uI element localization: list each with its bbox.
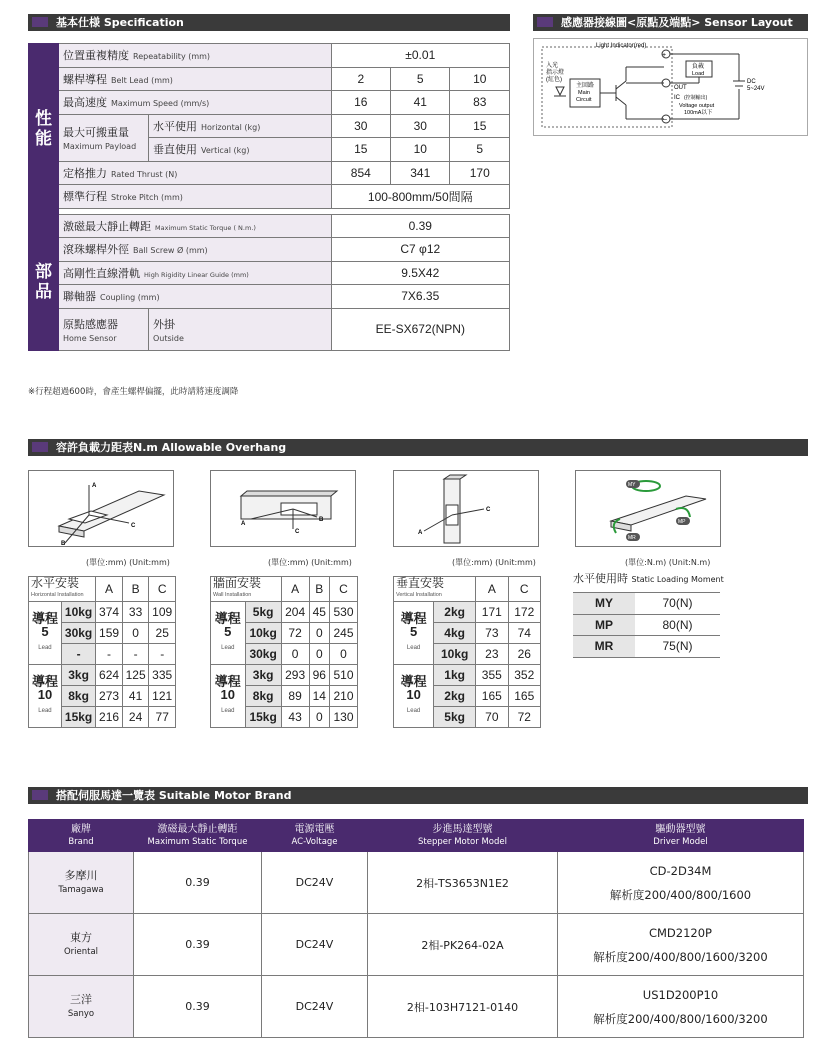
col-driver: 驅動器型號 Driver Model xyxy=(558,820,804,852)
out-label: OUT xyxy=(674,85,687,91)
horizontal-title: 水平安裝 Horizontal Installation xyxy=(29,577,96,602)
unit-vertical: (單位:mm) (Unit:mm) xyxy=(452,558,536,567)
stroke-label: 標準行程 Stroke Pitch (mm) xyxy=(59,185,332,209)
lead-v1: 2 xyxy=(331,67,390,91)
screw-value: C7 φ12 xyxy=(331,238,509,262)
lead-v3: 10 xyxy=(450,67,510,91)
svg-text:C: C xyxy=(295,529,300,535)
ic-note: (控制輸出) xyxy=(684,95,708,101)
horizontal-table: 水平安裝 Horizontal Installation A B C 導程 5 Lead 10kg 374 33 109 30kg 159 0 25 - - - - 導程 10 Lead 3kg 624 125 335 8kg 273 41 121 15kg 216 24 77 xyxy=(28,576,176,728)
plus-sign: + xyxy=(662,52,667,59)
torque-label: 激磁最大靜止轉距 Maximum Static Torque ( N.m.) xyxy=(59,214,332,238)
overhang-header: 容許負載力距表N.m Allowable Overhang xyxy=(28,439,808,456)
table-row: 多摩川 Tamagawa 0.39 DC24V 2相-TS3653N1E2 CD-2D34M 解析度200/400/800/1600 xyxy=(29,852,804,914)
vertical-table: 垂直安裝 Vertical Installation A C 導程 5 Lead 2kg 171 172 4kg 73 74 10kg 23 26 導程 10 Lead 1kg 355 352 2kg 165 165 5kg 70 72 xyxy=(393,576,541,728)
dc-label: DC xyxy=(747,79,756,85)
table-row: 三洋 Sanyo 0.39 DC24V 2相-103H7121-0140 US1D200P10 解析度200/400/800/1600/3200 xyxy=(29,976,804,1038)
repeat-label: 位置重複精度 Repeatability (mm) xyxy=(59,44,332,68)
load-zh: 負載 xyxy=(692,64,705,70)
svg-text:C: C xyxy=(131,523,136,529)
load-en: Load xyxy=(692,71,705,77)
speed-v1: 16 xyxy=(331,91,390,115)
col-voltage: 電源電壓 AC-Voltage xyxy=(262,820,368,852)
wall-lead10-label: 導程 10 Lead xyxy=(211,665,246,728)
thrust-v1: 854 xyxy=(331,161,390,185)
motor-table xyxy=(28,819,804,1038)
col-torque: 激磁最大靜止轉距 Maximum Static Torque xyxy=(134,820,262,852)
col-brand: 廠牌 Brand xyxy=(29,820,134,852)
home-outside: 外掛 Outside xyxy=(149,308,332,350)
dc-voltage: 5~24V xyxy=(747,86,765,92)
spec-header: 基本仕様 Specification xyxy=(28,14,510,31)
lead5-label: 導程 5 Lead xyxy=(29,602,62,665)
red-label: (紅色) xyxy=(546,77,562,83)
wall-lead5-label: 導程 5 Lead xyxy=(211,602,246,665)
unit-horizontal: (單位:mm) (Unit:mm) xyxy=(86,558,170,567)
svg-text:A: A xyxy=(418,530,423,536)
thrust-v2: 341 xyxy=(391,161,450,185)
stroke-value: 100-800mm/50間隔 xyxy=(331,185,509,209)
sensor-diagram xyxy=(533,38,808,136)
home-value: EE-SX672(NPN) xyxy=(331,308,509,350)
svg-text:A: A xyxy=(241,521,246,527)
torque-value: 0.39 xyxy=(331,214,509,238)
horiz-v1: 30 xyxy=(331,114,390,138)
vert-v3: 5 xyxy=(450,138,510,162)
indicator-label: 指示燈 xyxy=(546,70,565,76)
input-label: 入光 xyxy=(546,63,559,69)
moment-table: MY 70(N) MP 80(N) MR 75(N) xyxy=(573,592,720,658)
svg-text:B: B xyxy=(61,541,66,546)
vert-label: 垂直使用 Vertical (kg) xyxy=(149,138,332,162)
vertical-figure xyxy=(393,470,539,547)
side-parts: 部 品 xyxy=(29,214,59,350)
moment-figure xyxy=(575,470,721,547)
light-indicator-text: Light Indicator(red) xyxy=(596,43,647,49)
screw-label: 滾珠螺桿外徑 Ball Screw Ø (mm) xyxy=(59,238,332,262)
col-model: 步進馬達型號 Stepper Motor Model xyxy=(368,820,558,852)
speed-v2: 41 xyxy=(391,91,450,115)
unit-wall: (單位:mm) (Unit:mm) xyxy=(268,558,352,567)
payload-label: 最大可搬重量 Maximum Payload xyxy=(59,114,149,161)
speed-label: 最高速度 Maximum Speed (mm/s) xyxy=(59,91,332,115)
minus-sign: − xyxy=(663,117,668,124)
horiz-v2: 30 xyxy=(391,114,450,138)
guide-label: 高剛性直線滑軌 High Rigidity Linear Guide (mm) xyxy=(59,261,332,285)
thrust-v3: 170 xyxy=(450,161,510,185)
horiz-label: 水平使用 Horizontal (kg) xyxy=(149,114,332,138)
vert-v1: 15 xyxy=(331,138,390,162)
lead-label: 螺桿導程 Belt Lead (mm) xyxy=(59,67,332,91)
main-zh: 主回路 xyxy=(576,83,595,89)
vertical-lead5-label: 導程 5 Lead xyxy=(394,602,434,665)
horiz-v3: 15 xyxy=(450,114,510,138)
vertical-lead10-label: 導程 10 Lead xyxy=(394,665,434,728)
main-en2: Circuit xyxy=(576,97,592,103)
unit-moment: (單位:N.m) (Unit:N.m) xyxy=(625,558,711,567)
current-label: 100mA以下 xyxy=(684,110,713,116)
ic-label: IC xyxy=(674,95,680,101)
speed-v3: 83 xyxy=(450,91,510,115)
table-row: 東方 Oriental 0.39 DC24V 2相-PK264-02A CMD2120P 解析度200/400/800/1600/3200 xyxy=(29,914,804,976)
wall-table: 牆面安裝 Wall Installation A B C 導程 5 Lead 5kg 204 45 530 10kg 72 0 245 30kg 0 0 0 導程 10 Lead 3kg 293 96 510 8kg 89 14 210 15kg 43 0 130 xyxy=(210,576,358,728)
svg-text:MR: MR xyxy=(628,535,636,541)
svg-text:MY: MY xyxy=(628,482,636,488)
coupling-label: 聯軸器 Coupling (mm) xyxy=(59,285,332,309)
side-performance: 性 能 xyxy=(29,44,59,215)
vert-v2: 10 xyxy=(391,138,450,162)
repeat-value: ±0.01 xyxy=(331,44,509,68)
svg-text:A: A xyxy=(92,483,97,489)
vertical-title: 垂直安裝 Vertical Installation xyxy=(394,577,476,602)
thrust-label: 定格推力 Rated Thrust (N) xyxy=(59,161,332,185)
svg-text:C: C xyxy=(486,507,491,513)
home-label: 原點感應器 Home Sensor xyxy=(59,308,149,350)
lead-v2: 5 xyxy=(391,67,450,91)
lead10-label: 導程 10 Lead xyxy=(29,665,62,728)
horizontal-figure xyxy=(28,470,174,547)
guide-value: 9.5X42 xyxy=(331,261,509,285)
wall-figure xyxy=(210,470,356,547)
wall-title: 牆面安裝 Wall Installation xyxy=(211,577,282,602)
spec-note: ※行程超過600時，會產生螺桿偏擺，此時請將速度調降 xyxy=(28,387,239,397)
coupling-value: 7X6.35 xyxy=(331,285,509,309)
spec-table xyxy=(28,43,510,351)
svg-text:MP: MP xyxy=(678,519,686,525)
sensor-header: 感應器接線圖<原點及端點> Sensor Layout xyxy=(533,14,808,31)
motor-header: 搭配伺服馬達一覽表 Suitable Motor Brand xyxy=(28,787,808,804)
svg-text:B: B xyxy=(319,517,324,523)
voltage-output: Voltage output xyxy=(679,103,715,109)
moment-title: 水平使用時 Static Loading Moment xyxy=(573,572,724,585)
main-en1: Main xyxy=(578,90,590,96)
